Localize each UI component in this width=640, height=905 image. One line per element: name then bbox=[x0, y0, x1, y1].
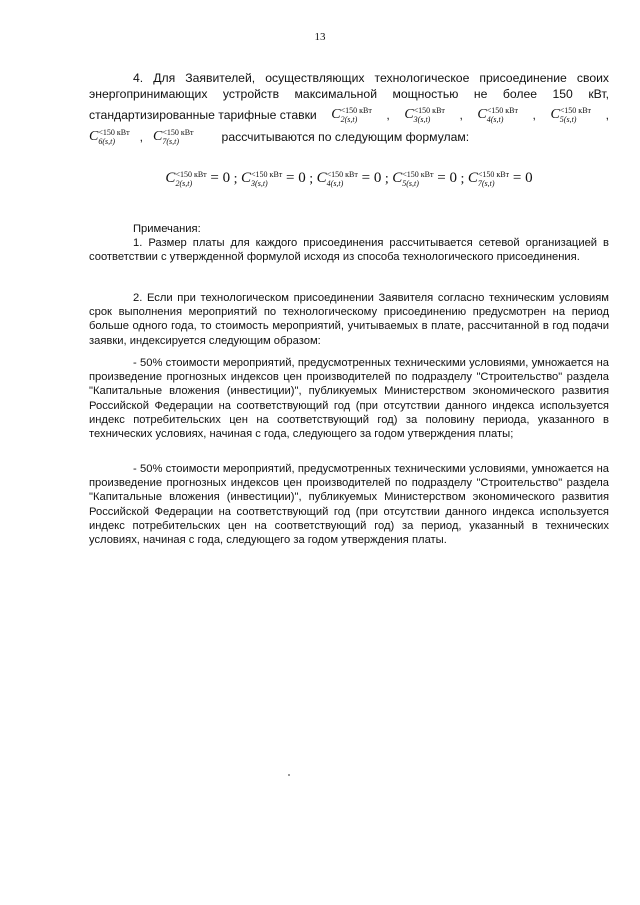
semicolon: ; bbox=[309, 171, 314, 187]
notes-heading-block bbox=[89, 222, 609, 236]
page-number: 13 bbox=[314, 31, 326, 43]
equations-row bbox=[89, 170, 609, 188]
rates-line-2 bbox=[89, 128, 609, 146]
comma: , bbox=[139, 130, 143, 144]
note-1: 1. Размер платы для каждого присоединения рассчитывается сетевой организацией в соответствии с утвержденной формулой исходя из способа технологического присоединения. bbox=[89, 237, 609, 264]
comma: , bbox=[605, 108, 609, 122]
semicolon: ; bbox=[233, 171, 238, 187]
comma: , bbox=[386, 108, 390, 122]
note-2: 2. Если при технологическом присоединении Заявителя согласно техническим условиям срок выполнения мероприятий по технологическому присоединению предусмотрен на период больше одного года, то стоимость мероприятий, учитываемых в плате, рассчитанной в год подачи заявки, индексируется следующим образом: bbox=[89, 292, 609, 347]
paragraph-4 bbox=[89, 70, 609, 146]
bullet-2: - 50% стоимости мероприятий, предусмотренных техническими условиями, умножается на произведение прогнозных индексов цен производителей по подразделу "Строительство" раздела "Капитальные вложения (инвестиции)", публикуемых Министерством экономического развития Российской Федерации на соответствующий год (при отсутствии данного индекса используется индекс потребительских цен на соответствующий год) за период, указанный в технических условиях, начиная с года, следующего за годом утверждения платы. bbox=[89, 463, 609, 547]
rate-c5: C <150 кВт 5(s,t) bbox=[550, 106, 592, 124]
rate-c3: C <150 кВт 3(s,t) bbox=[404, 106, 445, 124]
semicolon: ; bbox=[460, 171, 465, 187]
equation-c2: C <150 кВт 2(s,t) = 0 bbox=[165, 170, 231, 188]
equation-c5: C <150 кВт 5(s,t) = 0 bbox=[392, 170, 457, 188]
equation-c3: C <150 кВт 3(s,t) = 0 bbox=[241, 170, 306, 188]
comma: , bbox=[459, 108, 463, 122]
semicolon: ; bbox=[384, 171, 389, 187]
rate-c6: C <150 кВт 6(s,t) bbox=[89, 128, 130, 146]
rates-line-1 bbox=[89, 106, 609, 124]
bullet-1: - 50% стоимости мероприятий, предусмотренных техническими условиями, умножается на произведение прогнозных индексов цен производителей по подразделу "Строительство" раздела "Капитальные вложения (инвестиции)", публикуемых Министерством экономического развития Российской Федерации на соответствующий год (при отсутствии данного индекса используется индекс потребительских цен на соответствующий год) за половину периода, указанного в технических условиях, начиная с года, следующего за годом утверждения платы; bbox=[89, 357, 609, 441]
scan-dot bbox=[288, 774, 290, 776]
para4-line1: 4. Для Заявителей, осуществляющих технологическое присоединение своих bbox=[133, 71, 609, 85]
rate-c4: C <150 кВт 4(s,t) bbox=[477, 106, 518, 124]
comma: , bbox=[532, 108, 536, 122]
para4-line2: энергопринимающих устройств максимальной мощностью не более 150 кВт, bbox=[89, 87, 609, 101]
notes-heading: Примечания: bbox=[133, 223, 201, 235]
para4-line3-text: стандартизированные тарифные ставки bbox=[89, 108, 317, 122]
rate-c7: C <150 кВт 7(s,t) bbox=[152, 128, 194, 146]
para4-line4-text: рассчитываются по следующим формулам: bbox=[221, 130, 470, 144]
equation-c7: C <150 кВт 7(s,t) = 0 bbox=[467, 170, 533, 188]
rate-c2: C <150 кВт 2(s,t) bbox=[331, 106, 372, 124]
equation-c4: C <150 кВт 4(s,t) = 0 bbox=[316, 170, 382, 188]
